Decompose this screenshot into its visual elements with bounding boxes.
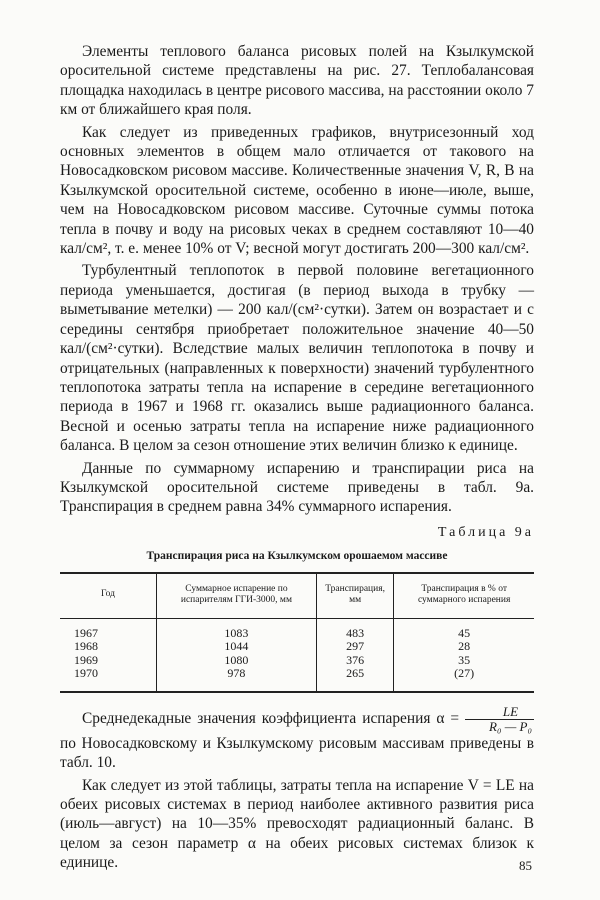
table-cell: 297 — [346, 639, 365, 654]
table-label: Таблица 9а — [437, 524, 534, 540]
column-transpiration-percent — [394, 618, 534, 692]
table-body-row — [60, 618, 534, 692]
evaporation-coefficient-fraction — [465, 705, 534, 734]
table-cell: 265 — [346, 666, 365, 681]
header-total-evaporation: Суммарное испарение по испарителям ГГИ-3000, мм — [157, 573, 317, 619]
table-cell: 45 — [458, 625, 471, 640]
formula-text-before: Среднедекадные значения коэффициента испарения α = — [82, 709, 460, 727]
page-number: 85 — [519, 858, 532, 873]
table-cell: 1080 — [224, 652, 249, 667]
table-cell: 35 — [458, 652, 471, 667]
fraction-numerator: LE — [465, 705, 534, 720]
table-cell: 376 — [346, 652, 365, 667]
transpiration-table — [60, 572, 534, 693]
paragraph-4: Данные по суммарному испарению и транспирации риса на Кзылкумской оросительной системе приведены в табл. 9а. Транспирация в среднем равна 34% суммарного испарения. — [60, 459, 534, 516]
column-year — [60, 618, 157, 692]
table-header-row — [60, 573, 534, 619]
header-transpiration-percent: Транспирация в % от суммарного испарения — [394, 573, 534, 619]
table-cell: 1969 — [74, 652, 98, 667]
paragraph-2: Как следует из приведенных графиков, внутрисезонный ход основных элементов в общем мало отличается от такового на Новосадковском рисовом массиве. Количественные значения V, R, B на Кзылкумской оросительной системе, особенно в июне—июле, выше, чем на Новосадковском рисовом массиве. Суточные суммы потока тепла в почву и воду на рисовых чеках в среднем составляют 10—40 кал/см², т. е. менее 10% от V; весной могут достигать 200—300 кал/см². — [60, 123, 534, 258]
fraction-denominator: R₀ — P₀ — [489, 718, 532, 734]
table-cell: 28 — [458, 639, 471, 654]
table-cell: 483 — [346, 625, 365, 640]
paragraph-1: Элементы теплового баланса рисовых полей на Кзылкумской оросительной системе представлены на рис. 27. Теплобалансовая площадка находилась в центре рисового массива, на расстоянии около 7 км от ближайшего края поля. — [60, 43, 534, 119]
table-cell: (27) — [454, 666, 475, 681]
formula-text-after: по Новосадковскому и Кзылкумскому рисовым массивам приведены в табл. 10. — [60, 734, 534, 772]
table-cell: 978 — [227, 666, 246, 681]
table-cell: 1970 — [74, 666, 98, 681]
paragraph-3: Турбулентный теплопоток в первой половине вегетационного периода уменьшается, достигая (в период выхода в трубку — выметывание метелки) — 200 кал/(см²·сутки). Затем он возрастает и с середины сентября приобретает положительное значение 40—50 кал/(см²·сутки). Вследствие малых величин теплопотока в почву и отрицательных (направленных к поверхности) значений турбулентного теплопотока затраты тепла на испарение в середине вегетационного периода в 1967 и 1968 гг. оказались выше радиационного баланса. Весной и осенью затраты тепла на испарение ниже радиационного баланса. В целом за сезон отношение этих величин близко к единице. — [60, 262, 534, 455]
column-total-evaporation — [157, 618, 317, 692]
table-cell: 1967 — [74, 625, 98, 640]
final-paragraph: Как следует из этой таблицы, затраты тепла на испарение V = LE на обеих рисовых системах в период наиболее активного развития риса (июль—август) на 10—35% превосходят радиационный баланс. В целом за сезон параметр α на обеих рисовых системах близок к единице. — [60, 776, 534, 872]
table-cell: 1083 — [224, 625, 249, 640]
table-cell: 1968 — [74, 639, 98, 654]
header-year: Год — [60, 573, 157, 619]
column-transpiration — [316, 618, 393, 692]
table-cell: 1044 — [224, 639, 249, 654]
formula-paragraph — [60, 705, 534, 773]
table-title: Транспирация риса на Кзылкумском орошаемом массиве — [146, 549, 448, 562]
header-transpiration: Транспирация, мм — [316, 573, 393, 619]
